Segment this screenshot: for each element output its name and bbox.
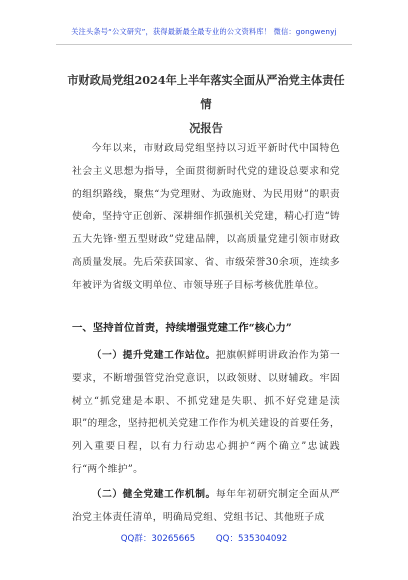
subsection-2-paragraph [72, 484, 340, 530]
header-banner: 关注头条号“公文研究”，获得最新最全最专业的公文资料库！ 微信：gongwenyj [71, 27, 337, 36]
subsection-2-text: 每年年初研究制定全面从严治党主体责任清单，明确局党组、党组书记、其他班子成 [72, 489, 340, 523]
title-line-2: 况报告 [189, 121, 223, 135]
title-line-1: 市财政局党组2024年上半年落实全面从严治党主体责任情 [67, 73, 345, 111]
footer-contact [0, 532, 408, 544]
subsection-1-paragraph [72, 345, 340, 482]
document-title [64, 68, 348, 140]
subsection-1-label: （一）提升党建工作站位。 [91, 350, 216, 361]
footer-qq: QQ：535304092 [215, 534, 288, 544]
section-1-heading: 一、坚持首位首责，持续增强党建工作“核心力” [72, 322, 292, 334]
subsection-1-text: 把旗帜鲜明讲政治作为第一要求，不断增强管党治党意识，以政领财、以财辅政。牢固树立“抓党建是本职、不抓党建是失职、抓不好党建是渎职”的理念，坚持把机关党建工作作为机关建设的首要任务，列入重要日程，以有力行动忠心拥护“两个确立”忠诚践行“两个维护”。 [72, 350, 340, 475]
subsection-2-label: （二）健全党建工作机制。 [91, 489, 216, 500]
intro-paragraph: 今年以来，市财政局党组坚持以习近平新时代中国特色社会主义思想为指导，全面贯彻新时代党的建设总要求和党的组织路线，聚焦“为党理财、为政施财、为民用财”的职责使命，坚持守正创新、深耕细作抓强机关党建，精心打造“铸五大先锋·塑五型财政”党建品牌，以高质量党建引领市财政高质量发展。先后荣获国家、省、市级荣誉30余项，连续多年被评为省级文明单位、市领导班子目标考核优胜单位。 [72, 143, 340, 291]
header-divider [56, 44, 352, 45]
footer-qq-group: QQ群：30265665 [120, 534, 196, 544]
